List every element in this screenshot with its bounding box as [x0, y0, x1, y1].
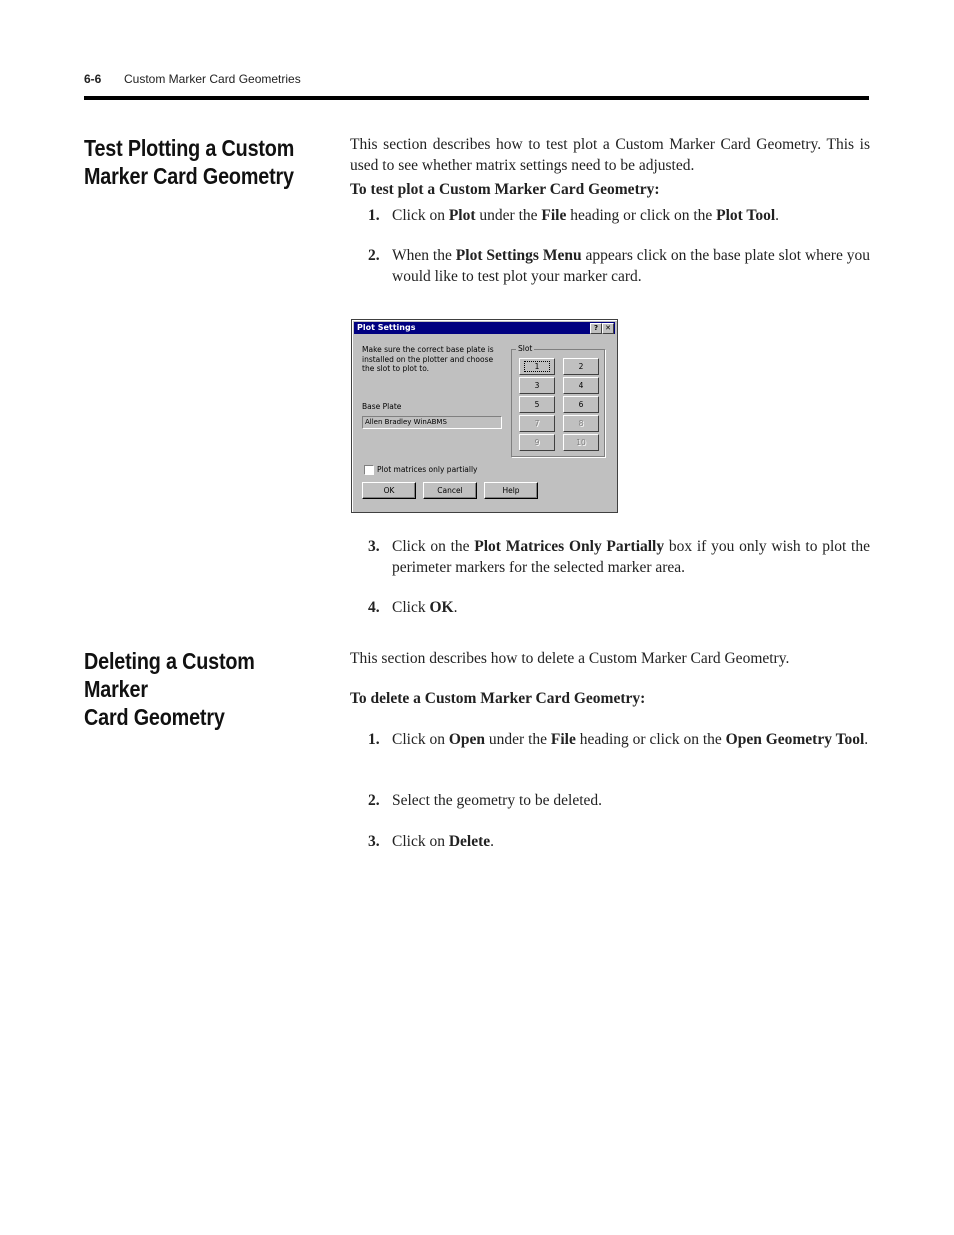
step-text-bold: Open: [448, 731, 486, 748]
dialog-title-bar: [354, 322, 615, 334]
base-plate-label: Base Plate: [362, 402, 402, 411]
base-plate-field[interactable]: Allen Bradley WinABMS: [362, 416, 502, 429]
slot-9-button[interactable]: 9: [519, 434, 555, 451]
page-number: 6-6: [84, 72, 102, 86]
step-item: [368, 597, 870, 618]
step-text-bold: Plot Tool: [716, 207, 776, 224]
step-text: box if you only wish to plot the perimeter markers for the selected marker area.: [392, 538, 870, 576]
step-text-bold: File: [550, 731, 576, 748]
section-intro: This section describes how to delete a Custom Marker Card Geometry.: [350, 650, 790, 667]
step-text: heading or click on the: [566, 207, 717, 224]
step-text: When the: [392, 247, 456, 264]
ok-button[interactable]: OK: [362, 482, 416, 499]
slot-4-button[interactable]: 4: [563, 377, 599, 394]
step-text-bold: Open Geometry Tool: [725, 731, 865, 748]
step-text: heading or click on the: [575, 731, 726, 748]
section-heading-deleting: [84, 647, 299, 731]
section-intro: This section describes how to test plot a Custom Marker Card Geometry. This is used to see whether matrix settings need to be adjusted.: [350, 136, 870, 174]
heading-line: Deleting a Custom Marker: [84, 648, 255, 702]
step-text: appears click on the base plate slot where you would like to test plot your marker card.: [392, 247, 870, 285]
step-text-bold: Plot: [448, 207, 476, 224]
cancel-button[interactable]: Cancel: [423, 482, 477, 499]
heading-line: Test Plotting a Custom: [84, 135, 295, 161]
slot-label: 1: [524, 361, 551, 372]
step-item: [368, 205, 870, 226]
slot-5-button[interactable]: 5: [519, 396, 555, 413]
step-text: Click on: [392, 207, 449, 224]
step-text: Click on: [392, 833, 449, 850]
plot-settings-dialog: [351, 319, 618, 513]
step-text-bold: OK: [429, 599, 454, 616]
step-text-bold: Delete: [448, 833, 491, 850]
chapter-title: Custom Marker Card Geometries: [124, 72, 301, 86]
dialog-message: Make sure the correct base plate is installed on the plotter and choose the slot to plot to.: [362, 345, 494, 373]
step-number: 2.: [368, 247, 380, 264]
step-item: [368, 831, 870, 852]
slot-2-button[interactable]: 2: [563, 358, 599, 375]
slot-1-button[interactable]: [519, 358, 555, 375]
slot-6-button[interactable]: 6: [563, 396, 599, 413]
step-item: [368, 729, 870, 750]
heading-line: Marker Card Geometry: [84, 163, 294, 189]
dialog-title: Plot Settings: [357, 323, 416, 332]
step-item: [368, 790, 870, 811]
step-number: 4.: [368, 599, 380, 616]
step-text-bold: Plot Settings Menu: [455, 247, 582, 264]
step-text: .: [490, 833, 495, 850]
procedure-title: To delete a Custom Marker Card Geometry:: [350, 690, 646, 707]
slot-10-button[interactable]: 10: [563, 434, 599, 451]
close-icon[interactable]: ✕: [602, 323, 614, 334]
section-heading-test-plotting: [84, 134, 299, 190]
header-rule: [84, 96, 869, 100]
step-text: Click on: [392, 731, 449, 748]
step-text: .: [864, 731, 869, 748]
step-text-bold: Plot Matrices Only Partially: [474, 538, 665, 555]
step-text: Select the geometry to be deleted.: [392, 792, 603, 809]
step-number: 1.: [368, 731, 380, 748]
step-text: under the: [485, 731, 551, 748]
step-number: 2.: [368, 792, 380, 809]
step-text-bold: File: [541, 207, 567, 224]
step-item: [368, 245, 870, 287]
step-text: under the: [475, 207, 542, 224]
step-text: .: [775, 207, 780, 224]
slot-3-button[interactable]: 3: [519, 377, 555, 394]
procedure-title: To test plot a Custom Marker Card Geometry:: [350, 181, 660, 198]
step-text: Click on the: [392, 538, 475, 555]
slot-7-button[interactable]: 7: [519, 415, 555, 432]
plot-partial-checkbox[interactable]: [364, 465, 374, 475]
help-icon[interactable]: ?: [590, 323, 602, 334]
slot-group-label: Slot: [518, 344, 533, 353]
step-text: .: [453, 599, 458, 616]
step-number: 1.: [368, 207, 380, 224]
slot-8-button[interactable]: 8: [563, 415, 599, 432]
step-item: [368, 536, 870, 578]
help-button[interactable]: Help: [484, 482, 538, 499]
step-number: 3.: [368, 833, 380, 850]
running-header: [84, 72, 301, 86]
plot-partial-label: Plot matrices only partially: [377, 465, 478, 474]
step-number: 3.: [368, 538, 380, 555]
heading-line: Card Geometry: [84, 704, 225, 730]
step-text: Click: [392, 599, 430, 616]
